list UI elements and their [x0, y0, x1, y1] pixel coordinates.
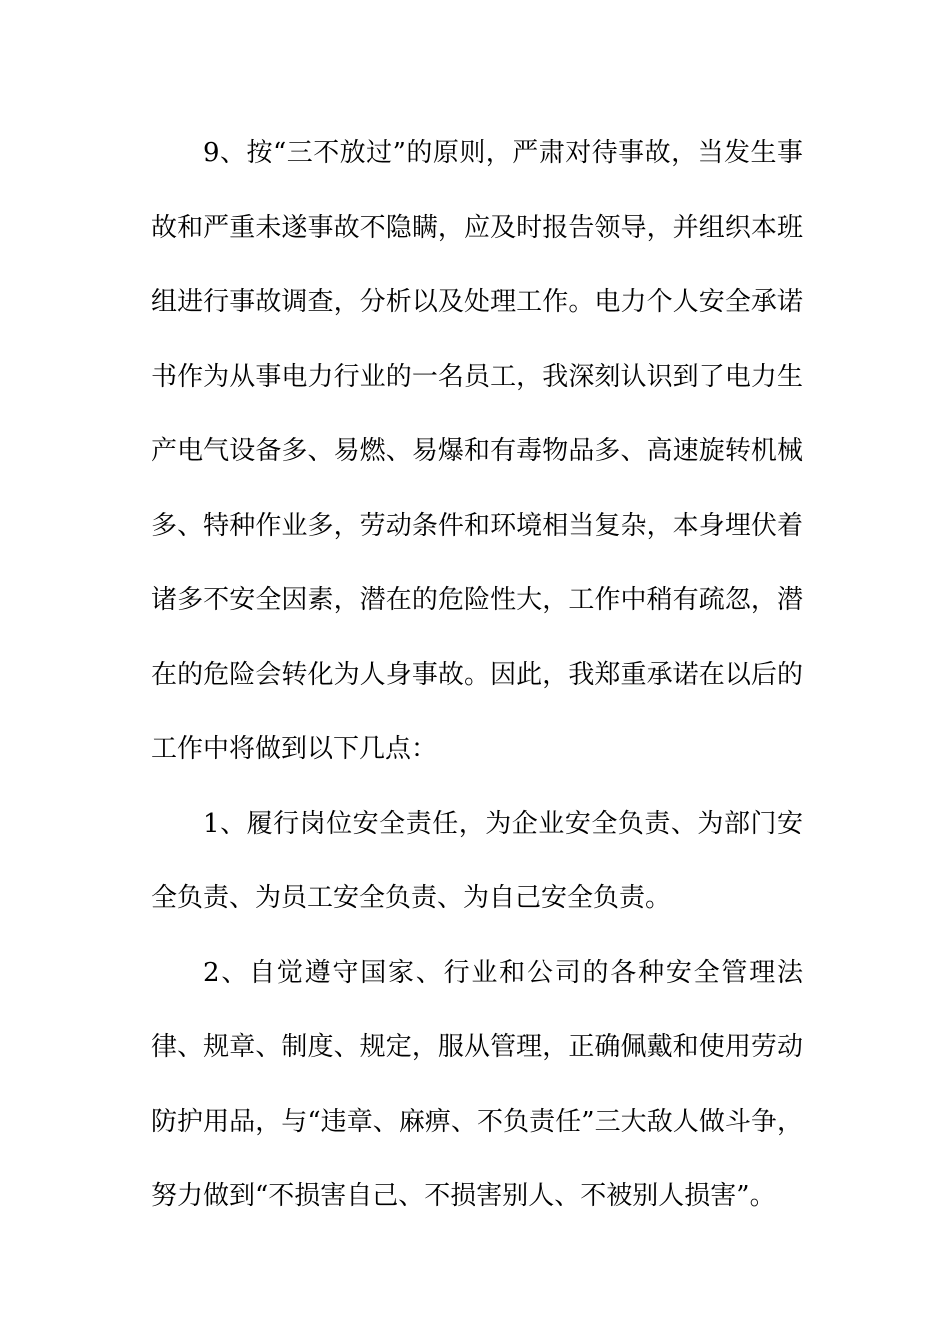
paragraph-point-2: 2、自觉遵守国家、行业和公司的各种安全管理法律、规章、制度、规定，服从管理，正确佩戴和使用劳动防护用品，与“违章、麻痹、不负责任”三大敌人做斗争，努力做到“不损害自己、不损害别人、不被别人损害”。	[151, 957, 803, 1211]
paragraph-point-1: 1、履行岗位安全责任，为企业安全负责、为部门安全负责、为员工安全负责、为自己安全负责。	[151, 808, 803, 913]
paragraph-commitment-intro: 9、按“三不放过”的原则，严肃对待事故，当发生事故和严重未遂事故不隐瞒，应及时报告领导，并组织本班组进行事故调查，分析以及处理工作。电力个人安全承诺书作为从事电力行业的一名员工，我深刻认识到了电力生产电气设备多、易燃、易爆和有毒物品多、高速旋转机械多、特种作业多，劳动条件和环境相当复杂，本身埋伏着诸多不安全因素，潜在的危险性大，工作中稍有疏忽，潜在的危险会转化为人身事故。因此，我郑重承诺在以后的工作中将做到以下几点：	[151, 138, 803, 764]
document-body	[151, 116, 803, 1234]
